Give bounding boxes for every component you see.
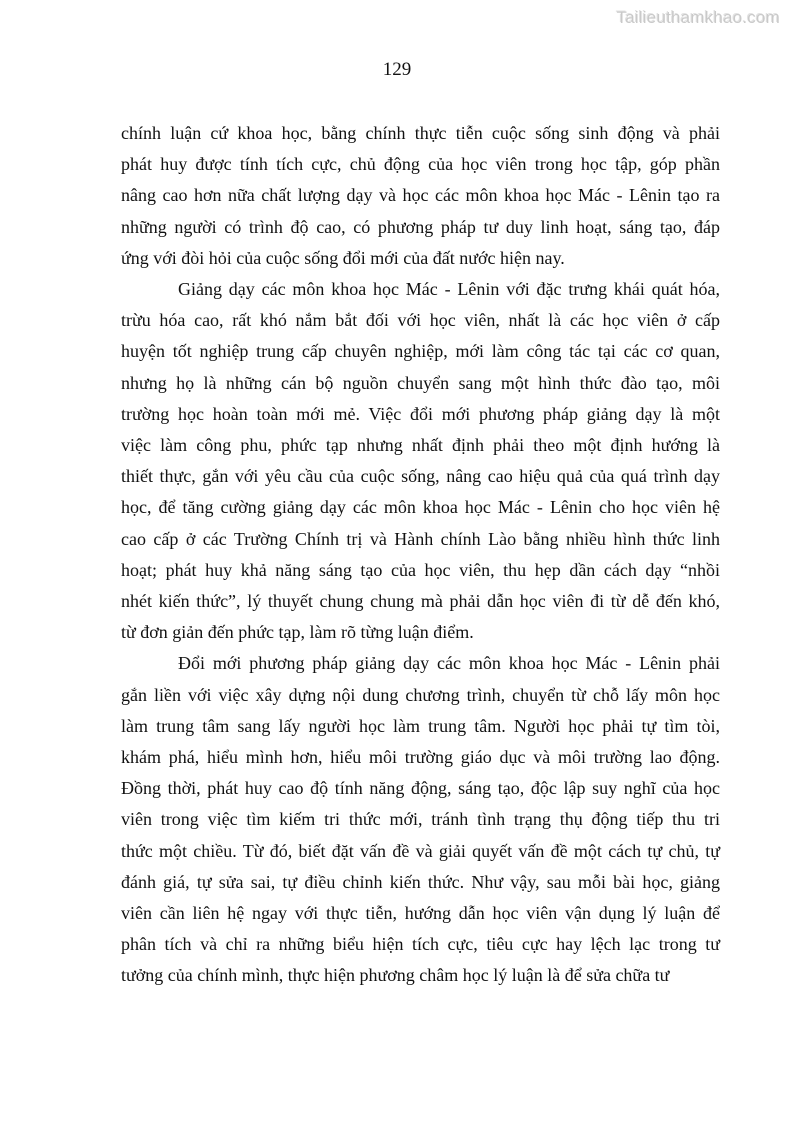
text-line: nhét kiến thức”, lý thuyết chung chung mà phải dẫn học viên đi từ dễ đến khó, (121, 591, 720, 612)
text-line: trừu hóa cao, rất khó nắm bắt đối với học viên, nhất là các học viên ở cấp (121, 310, 720, 331)
text-line: phát huy được tính tích cực, chủ động của học viên trong học tập, góp phần (121, 154, 720, 175)
text-line: viên cần liên hệ ngay với thực tiễn, hướng dẫn học viên vận dụng lý luận để (121, 903, 720, 924)
text-line: nhưng họ là những cán bộ nguồn chuyển sang một hình thức đào tạo, môi (121, 372, 720, 393)
text-line: thiết thực, gắn với yêu cầu của cuộc sống, nâng cao hiệu quả của quá trình dạy (121, 466, 720, 487)
text-line: từ đơn giản đến phức tạp, làm rõ từng luận điểm. (121, 622, 474, 643)
text-line: thức một chiều. Từ đó, biết đặt vấn đề và giải quyết vấn đề một cách tự chủ, tự (121, 840, 720, 861)
text-line: trường học hoàn toàn mới mẻ. Việc đổi mới phương pháp giảng dạy là một (121, 403, 720, 424)
text-line: nâng cao hơn nữa chất lượng dạy và học các môn khoa học Mác - Lênin tạo ra (121, 185, 720, 206)
watermark-text: Tailieuthamkhao.com (616, 8, 780, 27)
text-line: những người có trình độ cao, có phương pháp tư duy linh hoạt, sáng tạo, đáp (121, 216, 720, 237)
text-line: Đồng thời, phát huy cao độ tính năng động, sáng tạo, độc lập suy nghĩ của học (121, 778, 720, 799)
text-line: hoạt; phát huy khả năng sáng tạo của học viên, thu hẹp dần cách dạy “nhồi (121, 559, 720, 580)
text-line: huyện tốt nghiệp trung cấp chuyên nghiệp, mới làm công tác tại các cơ quan, (121, 341, 720, 362)
text-line: học, để tăng cường giảng dạy các môn khoa học Mác - Lênin cho học viên hệ (121, 497, 720, 518)
text-line: ứng với đòi hỏi của cuộc sống đổi mới của đất nước hiện nay. (121, 247, 565, 268)
paragraph (121, 118, 720, 274)
text-line: gắn liền với việc xây dựng nội dung chương trình, chuyển từ chỗ lấy môn học (121, 684, 720, 705)
text-line: viên trong việc tìm kiếm tri thức mới, tránh tình trạng thụ động tiếp thu tri (121, 809, 720, 830)
text-line: phân tích và chỉ ra những biểu hiện tích cực, tiêu cực hay lệch lạc trong tư (121, 934, 720, 955)
text-line: tưởng của chính mình, thực hiện phương châm học lý luận là để sửa chữa tư (121, 965, 670, 986)
text-line: Giảng dạy các môn khoa học Mác - Lênin với đặc trưng khái quát hóa, (178, 279, 720, 300)
text-line: làm trung tâm sang lấy người học làm trung tâm. Người học phải tự tìm tòi, (121, 715, 720, 736)
text-line: đánh giá, tự sửa sai, tự điều chỉnh kiến thức. Như vậy, sau mỗi bài học, giảng (121, 871, 720, 892)
text-line: chính luận cứ khoa học, bằng chính thực tiễn cuộc sống sinh động và phải (121, 123, 720, 143)
text-line: cao cấp ở các Trường Chính trị và Hành chính Lào bằng nhiều hình thức linh (121, 528, 720, 549)
text-line: khám phá, hiểu mình hơn, hiểu môi trường giáo dục và môi trường lao động. (121, 747, 720, 768)
text-line: việc làm công phu, phức tạp nhưng nhất định phải theo một định hướng là (121, 435, 720, 456)
paragraph (121, 648, 720, 991)
text-line: Đổi mới phương pháp giảng dạy các môn khoa học Mác - Lênin phải (178, 653, 720, 674)
page-number: 129 (382, 59, 412, 80)
document-body (121, 118, 720, 992)
paragraph (121, 274, 720, 648)
